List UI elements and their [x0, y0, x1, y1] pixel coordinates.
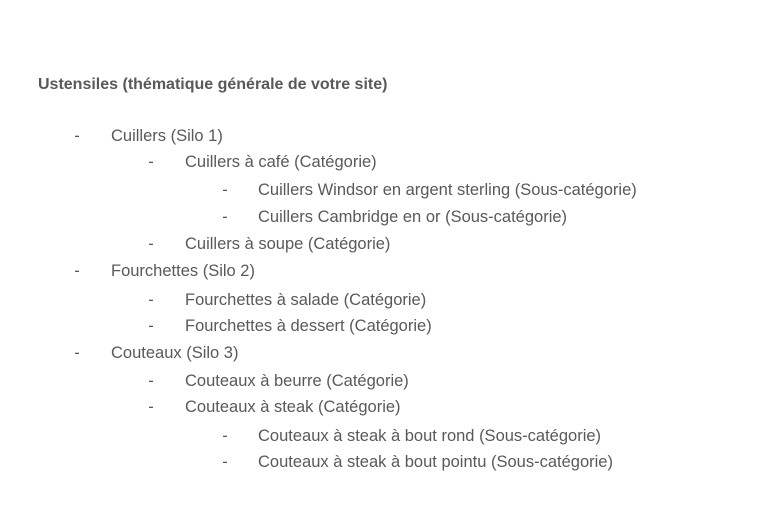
list-bullet: - [74, 262, 80, 280]
list-item-text: Fourchettes à salade (Catégorie) [185, 291, 427, 309]
list-item-text: Couteaux à steak à bout pointu (Sous-catégorie) [258, 453, 613, 471]
list-item-text: Cuillers à soupe (Catégorie) [185, 235, 391, 253]
list-item-text: Cuillers Windsor en argent sterling (Sous-catégorie) [258, 181, 637, 199]
list-bullet: - [148, 235, 154, 253]
list-bullet: - [74, 127, 80, 145]
list-bullet: - [148, 317, 154, 335]
list-item-text: Cuillers (Silo 1) [111, 127, 223, 145]
list-bullet: - [148, 372, 154, 390]
list-bullet: - [74, 344, 80, 362]
list-bullet: - [222, 181, 228, 199]
list-item-text: Fourchettes (Silo 2) [111, 262, 255, 280]
list-bullet: - [148, 153, 154, 171]
list-bullet: - [148, 291, 154, 309]
list-bullet: - [222, 453, 228, 471]
list-bullet: - [148, 398, 154, 416]
list-item-text: Couteaux à beurre (Catégorie) [185, 372, 409, 390]
document-title: Ustensiles (thématique générale de votre site) [38, 76, 388, 93]
list-bullet: - [222, 208, 228, 226]
list-item-text: Couteaux à steak à bout rond (Sous-catégorie) [258, 427, 602, 445]
list-item-text: Couteaux à steak (Catégorie) [185, 398, 401, 416]
list-item-text: Couteaux (Silo 3) [111, 344, 239, 362]
list-item-text: Cuillers Cambridge en or (Sous-catégorie) [258, 208, 568, 226]
list-item-text: Fourchettes à dessert (Catégorie) [185, 317, 432, 335]
list-bullet: - [222, 427, 228, 445]
list-item-text: Cuillers à café (Catégorie) [185, 153, 377, 171]
